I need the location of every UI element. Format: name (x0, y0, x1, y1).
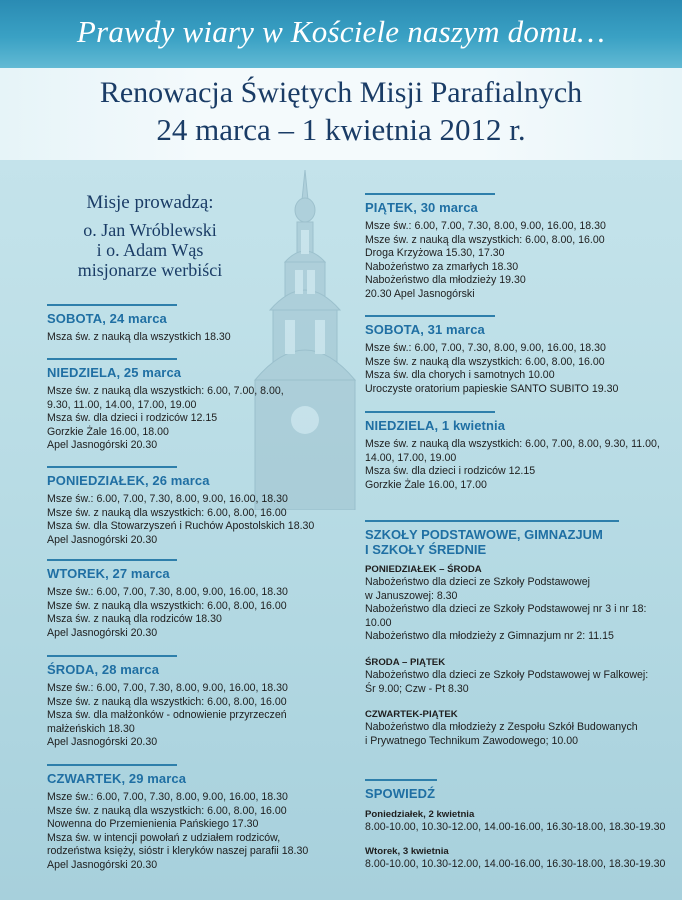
day-block-sroda-28 (47, 655, 347, 750)
schedule-line: Msze św.: 6.00, 7.00, 7.30, 8.00, 9.00, 16.00, 18.30 (365, 220, 606, 232)
section-rule (47, 559, 177, 561)
confession-day-label: Wtorek, 3 kwietnia (365, 845, 449, 857)
schedule-line: Msza św. w intencji powołań z udziałem rodziców, (47, 831, 281, 844)
schedule-line: Apel Jasnogórski 20.30 (47, 626, 158, 639)
section-rule (47, 466, 177, 468)
schedule-line: Msze św.: 6.00, 7.00, 7.30, 8.00, 9.00, 16.00, 18.30 (47, 791, 288, 803)
missionaries-lead: Misje prowadzą: (86, 192, 214, 213)
schedule-line: 9.30, 11.00, 14.00, 17.00, 19.00 (47, 398, 197, 411)
schedule-line: 20.30 Apel Jasnogórski (365, 287, 475, 300)
schedule-line: Apel Jasnogórski 20.30 (47, 858, 158, 871)
schedule-line: Msze św. z nauką dla wszystkich: 6.00, 8.00, 16.00 (365, 233, 605, 246)
day-block-niedziela-25 (47, 358, 347, 453)
schedule-line: Msze św. z nauką dla wszystkich: 6.00, 8.00, 16.00 (47, 695, 287, 708)
confession-section (365, 779, 670, 871)
schools-group-label: CZWARTEK-PIĄTEK (365, 709, 458, 721)
confession-hours: 8.00-10.00, 10.30-12.00, 14.00-16.00, 16.30-18.00, 18.30-19.30 (365, 857, 666, 870)
section-rule (365, 193, 495, 195)
schedule-line: Msze św.: 6.00, 7.00, 7.30, 8.00, 9.00, 16.00, 18.30 (47, 586, 288, 598)
schedule-line: Msza św. dla małżonków - odnowienie przyrzeczeń (47, 709, 287, 722)
schedule-line: Apel Jasnogórski 20.30 (47, 533, 158, 546)
schedule-line: Msze św. z nauką dla wszystkich: 6.00, 8.00, 16.00 (47, 506, 287, 519)
day-heading: SOBOTA, 24 marca (47, 311, 167, 326)
schedule-line: Msza św. dla chorych i samotnych 10.00 (365, 369, 555, 382)
schedule-line: małżeńskich 18.30 (47, 722, 135, 735)
day-block-poniedzialek-26 (47, 466, 347, 547)
schedule-line: i Prywatnego Technikum Zawodowego; 10.00 (365, 734, 578, 747)
schedule-line: Nabożeństwo dla młodzieży 19.30 (365, 274, 526, 287)
schedule-line: Msze św. z nauką dla wszystkich: 6.00, 8.00, 16.00 (47, 599, 287, 612)
section-rule (47, 304, 177, 306)
section-rule (365, 411, 495, 413)
schedule-line: Gorzkie Żale 16.00, 18.00 (47, 425, 169, 438)
day-block-wtorek-27 (47, 559, 347, 640)
day-block-sobota-31 (365, 315, 670, 396)
page-subtitle-dates: 24 marca – 1 kwietnia 2012 r. (156, 112, 526, 147)
schools-group-label: ŚRODA – PIĄTEK (365, 656, 446, 668)
day-block-czwartek-29 (47, 764, 347, 873)
schedule-line: Msze św. z nauką dla wszystkich: 6.00, 8.00, 16.00 (47, 804, 287, 817)
schedule-line: Msza św. dla dzieci i rodziców 12.15 (47, 412, 218, 425)
day-heading: NIEDZIELA, 25 marca (47, 365, 182, 380)
schedule-line: Nowenna do Przemienienia Pańskiego 17.30 (47, 818, 259, 831)
day-block-piatek-30 (365, 193, 670, 302)
schedule-line: Msza św. z nauką dla wszystkich 18.30 (47, 331, 231, 343)
schedule-line: Nabożeństwo dla dzieci ze Szkoły Podstawowej nr 3 i nr 18: (365, 603, 647, 616)
confession-heading: SPOWIEDŹ (365, 786, 436, 801)
page-title: Renowacja Świętych Misji Parafialnych (99, 76, 583, 109)
day-heading: ŚRODA, 28 marca (47, 662, 160, 677)
schedule-line: 14.00, 17.00, 19.00 (365, 451, 457, 464)
day-block-sobota-24 (47, 304, 347, 345)
schedule-line: rodzeństwa księży, sióstr i kleryków naszej parafii 18.30 (47, 845, 309, 858)
schedule-line: Msze św. z nauką dla wszystkich: 6.00, 7.00, 8.00, (47, 385, 284, 397)
section-rule (365, 315, 495, 317)
schedule-line: Śr 9.00; Czw - Pt 8.30 (365, 682, 469, 695)
schedule-line: Droga Krzyżowa 15.30, 17.30 (365, 247, 505, 260)
schedule-line: Msze św.: 6.00, 7.00, 7.30, 8.00, 9.00, 16.00, 18.30 (365, 342, 606, 354)
missionary-name: o. Jan Wróblewski (83, 220, 217, 240)
schedule-line: Nabożeństwo dla młodzieży z Zespołu Szkół Budowanych (365, 721, 638, 734)
section-rule (365, 779, 437, 781)
schedule-line: Nabożeństwo za zmarłych 18.30 (365, 260, 519, 273)
schools-section (365, 520, 670, 748)
schedule-line: Apel Jasnogórski 20.30 (47, 439, 158, 452)
schedule-line: Nabożeństwo dla dzieci ze Szkoły Podstawowej (365, 576, 590, 588)
schools-group-label: PONIEDZIAŁEK – ŚRODA (365, 564, 482, 575)
confession-day-label: Poniedziałek, 2 kwietnia (365, 809, 475, 820)
missionaries-box (30, 192, 270, 280)
schedule-line: Gorzkie Żale 16.00, 17.00 (365, 478, 487, 491)
day-block-niedziela-1 (365, 411, 670, 492)
missionary-role: misjonarze werbiści (77, 260, 223, 280)
schedule-line: Uroczyste oratorium papieskie SANTO SUBITO 19.30 (365, 382, 619, 395)
section-rule (47, 764, 177, 766)
section-rule (365, 520, 619, 522)
day-heading: NIEDZIELA, 1 kwietnia (365, 418, 506, 433)
schools-heading-2: I SZKOŁY ŚREDNIE (365, 542, 487, 557)
schedule-line: Nabożeństwo dla dzieci ze Szkoły Podstawowej w Falkowej: (365, 668, 649, 681)
schedule-line: Msze św. z nauką dla wszystkich: 6.00, 7.00, 8.00, 9.30, 11.00, (365, 438, 660, 450)
section-rule (47, 655, 177, 657)
day-heading: PONIEDZIAŁEK, 26 marca (47, 473, 210, 488)
day-heading: SOBOTA, 31 marca (365, 322, 485, 337)
schedule-line: Msze św.: 6.00, 7.00, 7.30, 8.00, 9.00, 16.00, 18.30 (47, 682, 288, 694)
tagline: Prawdy wiary w Kościele naszym domu… (76, 14, 606, 49)
section-rule (47, 358, 177, 360)
day-heading: PIĄTEK, 30 marca (365, 200, 478, 215)
schedule-line: w Januszowej: 8.30 (365, 589, 458, 602)
day-heading: WTOREK, 27 marca (47, 566, 170, 581)
schedule-line: Msze św. z nauką dla wszystkich: 6.00, 8.00, 16.00 (365, 355, 605, 368)
schedule-line: Msza św. z nauką dla rodziców 18.30 (47, 613, 222, 626)
confession-hours: 8.00-10.00, 10.30-12.00, 14.00-16.00, 16.30-18.00, 18.30-19.30 (365, 821, 666, 833)
schedule-line: Apel Jasnogórski 20.30 (47, 736, 158, 749)
missionary-name: i o. Adam Wąs (96, 240, 204, 260)
schedule-line: Nabożeństwo dla młodzieży z Gimnazjum nr 2: 11.15 (365, 630, 614, 643)
schedule-line: 10.00 (365, 616, 392, 629)
day-heading: CZWARTEK, 29 marca (47, 771, 187, 786)
schools-heading: SZKOŁY PODSTAWOWE, GIMNAZJUM (365, 527, 603, 542)
schedule-line: Msza św. dla dzieci i rodziców 12.15 (365, 465, 536, 478)
schedule-line: Msze św.: 6.00, 7.00, 7.30, 8.00, 9.00, 16.00, 18.30 (47, 493, 288, 505)
schedule-line: Msza św. dla Stowarzyszeń i Ruchów Apostolskich 18.30 (47, 520, 315, 533)
